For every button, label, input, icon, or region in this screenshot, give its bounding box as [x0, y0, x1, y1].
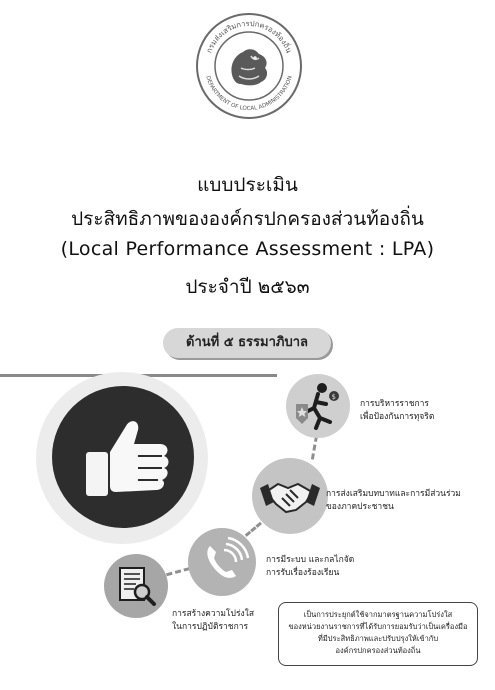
seal-top-text: กรมส่งเสริมการปกครองท้องถิ่น	[204, 18, 294, 55]
running-thief-icon	[286, 374, 350, 438]
note-line-3: ที่มีประสิทธิภาพและปรับปรุงให้เข้ากับ	[317, 634, 439, 643]
item-4-label	[172, 608, 254, 634]
department-seal-logo	[195, 12, 303, 120]
decorative-band	[0, 374, 495, 377]
seal-bottom-text: DEPARTMENT OF LOCAL ADMINISTRATION	[204, 75, 294, 113]
title-line-2: ประสิทธิภาพขององค์กรปกครองส่วนท้องถิ่น	[71, 208, 424, 230]
svg-text:$: $	[331, 393, 336, 401]
connector-3-4	[166, 567, 190, 576]
note-line-2: ของหน่วยงานราชการที่ได้รับการยอมรับว่าเป็นเครื่องมือ	[288, 622, 468, 631]
item-1-label	[360, 398, 434, 424]
note-line-4: องค์กรปกครองส่วนท้องถิ่น	[335, 646, 421, 655]
node-anti-corruption	[286, 374, 350, 438]
handshake-icon	[252, 458, 328, 534]
thumbs-up-icon	[52, 386, 194, 528]
title-line-1: แบบประเมิน	[197, 174, 298, 196]
item-3-line-1: การมีระบบ และกลไกจัด	[266, 555, 355, 565]
title-line-3: (Local Performance Assessment : LPA)	[60, 238, 435, 260]
item-3-label	[266, 554, 354, 580]
note-box	[278, 602, 478, 666]
phone-icon	[188, 528, 256, 596]
node-transparency	[104, 554, 168, 618]
note-line-1: เป็นการประยุกต์ใช้จากมาตรฐานความโปร่งใส	[303, 610, 453, 619]
item-2-line-1: การส่งเสริมบทบาทและการมีส่วนร่วม	[326, 489, 461, 499]
item-2-line-2: ของภาคประชาชน	[326, 502, 394, 512]
item-1-line-1: การบริหารราชการ	[360, 399, 429, 409]
title-line-4: ประจำปี ๒๕๖๓	[185, 276, 310, 298]
item-2-label	[326, 488, 461, 514]
item-4-line-1: การสร้างความโปร่งใส	[172, 609, 255, 619]
section-badge: ด้านที่ ๕ ธรรมาภิบาล	[163, 328, 331, 358]
item-1-line-2: เพื่อป้องกันการทุจริต	[360, 412, 435, 422]
node-complaint-handling	[188, 528, 256, 596]
connector-1-2	[311, 435, 318, 459]
item-3-line-2: การรับเรื่องร้องเรียน	[266, 568, 340, 578]
item-4-line-2: ในการปฏิบัติราชการ	[172, 622, 249, 632]
document-search-icon	[104, 554, 168, 618]
node-public-participation	[252, 458, 328, 534]
